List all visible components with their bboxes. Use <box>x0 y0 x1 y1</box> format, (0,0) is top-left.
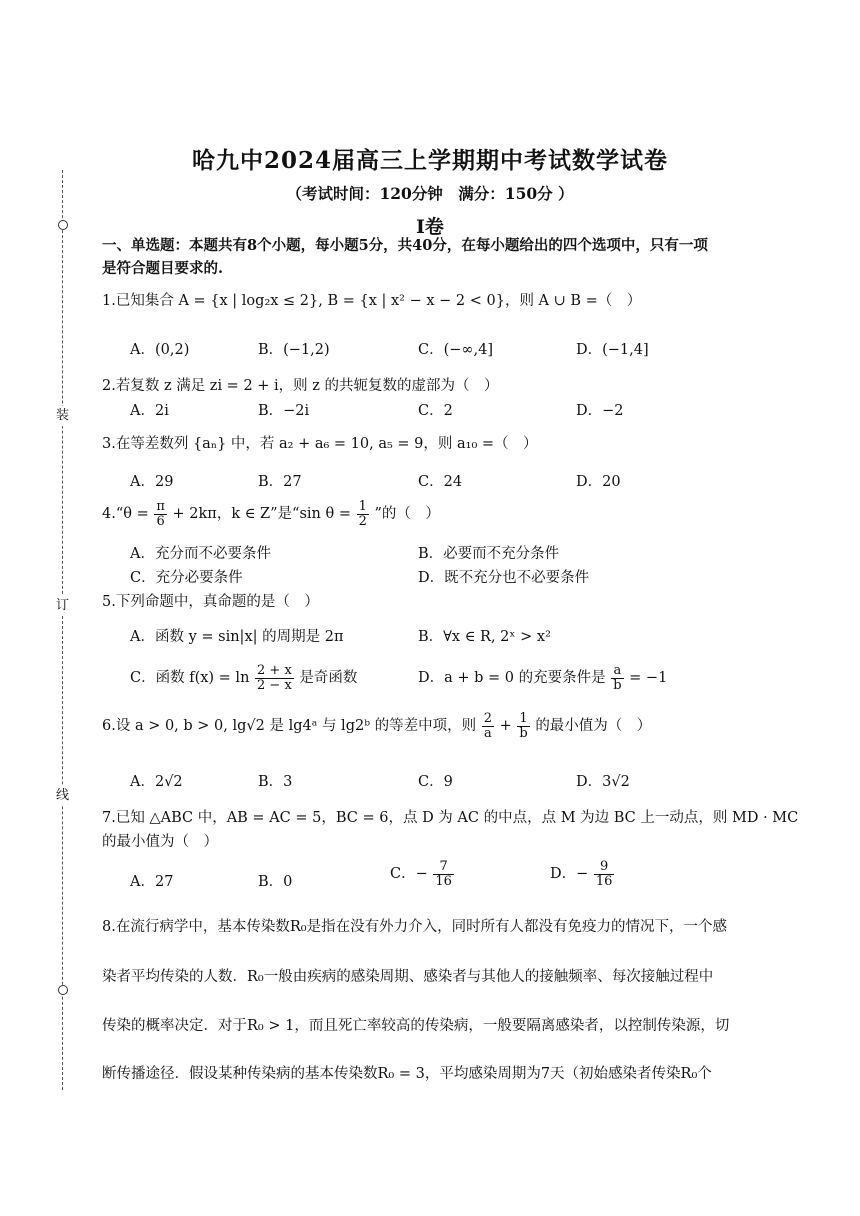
question-5-option-d-prefix: D．a + b = 0 的充要条件是 <box>418 670 606 687</box>
fraction-numerator: 1 <box>358 499 367 514</box>
binding-mark-ding: 订 <box>56 596 69 616</box>
question-7-option-c-fraction <box>433 860 454 888</box>
question-5-stem: 5.下列命题中，真命题的是（ ） <box>102 594 319 610</box>
section-heading-line1: 一、单选题：本题共有8个小题，每小题5分，共40分，在每小题给出的四个选项中，只有一项 <box>102 237 708 254</box>
question-3-stem: 3.在等差数列 {aₙ} 中，若 a₂ + a₆ = 10, a₅ = 9，则 a₁₀ =（ ） <box>102 436 538 452</box>
question-3-option-d: D．20 <box>576 474 621 490</box>
question-4-option-d: D．既不充分也不必要条件 <box>418 570 590 586</box>
question-6-option-a: A．2√2 <box>130 774 183 790</box>
question-5-option-c <box>130 664 357 692</box>
question-5-option-c-prefix: C．函数 f(x) = ln <box>130 670 250 687</box>
question-4-frac-pi-6 <box>154 500 167 528</box>
question-5-option-d-suffix: = −1 <box>629 670 668 687</box>
question-6-option-c: C．9 <box>418 774 453 790</box>
question-7-option-d <box>550 860 615 888</box>
volume-heading: I卷 <box>416 216 444 238</box>
question-1-option-d: D．(−1,4] <box>576 342 649 358</box>
fraction-denominator: 2 <box>358 513 367 529</box>
binding-line <box>62 170 63 1090</box>
question-2-stem: 2.若复数 z 满足 zi = 2 + i，则 z 的共轭复数的虚部为（ ） <box>102 378 499 394</box>
question-7-option-c <box>390 860 455 888</box>
question-4-option-b: B．必要而不充分条件 <box>418 546 560 562</box>
fraction-numerator: 7 <box>433 860 454 875</box>
question-6-stem <box>102 712 651 740</box>
question-6-frac-2-a <box>482 712 494 740</box>
binding-mark-xian: 线 <box>56 786 69 806</box>
question-1-option-c: C．(−∞,4] <box>418 342 493 358</box>
fraction-numerator: 2 <box>483 711 492 726</box>
section-heading-line2: 是符合题目要求的. <box>102 260 224 277</box>
question-2-option-a: A．2i <box>130 403 169 419</box>
question-7-stem-line2: 的最小值为（ ） <box>102 834 218 850</box>
question-5-option-a: A．函数 y = sin|x| 的周期是 2π <box>130 629 344 645</box>
question-5-option-c-fraction <box>255 664 294 692</box>
question-4-stem-mid: + 2kπ，k ∈ Z”是“sin θ = <box>172 506 351 523</box>
fraction-numerator: π <box>156 499 165 514</box>
fraction-denominator: 16 <box>595 873 613 889</box>
question-8-line2: 染者平均传染的人数．R₀一般由疾病的感染周期、感染者与其他人的接触频率、每次接触过程中 <box>102 969 714 985</box>
question-2-option-b: B．−2i <box>258 403 310 419</box>
fraction-numerator: a <box>611 664 623 679</box>
question-6-plus: + <box>499 718 512 735</box>
question-4-option-c: C．充分必要条件 <box>130 570 243 586</box>
binding-hole-bottom <box>58 985 68 995</box>
question-8-line1: 8.在流行病学中，基本传染数R₀是指在没有外力介入，同时所有人都没有免疫力的情况下，一个感 <box>102 919 728 935</box>
fraction-denominator: b <box>613 677 622 693</box>
question-6-option-d: D．3√2 <box>576 774 630 790</box>
question-7-option-a: A．27 <box>130 874 174 890</box>
question-7-option-d-prefix: D．− <box>550 866 589 883</box>
fraction-numerator: 9 <box>594 860 615 875</box>
question-8-line3: 传染的概率决定．对于R₀ > 1，而且死亡率较高的传染病，一般要隔离感染者，以控制传染源，切 <box>102 1018 730 1034</box>
binding-mark-zhuang: 装 <box>56 406 69 426</box>
question-1-option-b: B．(−1,2) <box>258 342 330 358</box>
question-1-stem: 1.已知集合 A = {x | log₂x ≤ 2}, B = {x | x² − x − 2 < 0}，则 A ∪ B =（ ） <box>102 293 642 309</box>
question-1-option-a: A．(0,2) <box>130 342 190 358</box>
exam-title: 哈九中2024届高三上学期期中考试数学试卷 <box>191 147 668 174</box>
fraction-denominator: a <box>483 725 492 741</box>
question-6-frac-1-b <box>517 712 529 740</box>
fraction-denominator: 6 <box>156 513 165 529</box>
question-7-option-c-prefix: C．− <box>390 866 428 883</box>
fraction-numerator: 1 <box>517 712 529 727</box>
question-2-option-c: C．2 <box>418 403 453 419</box>
question-4-frac-1-2 <box>357 500 369 528</box>
fraction-denominator: 2 − x <box>257 677 292 693</box>
question-4-stem <box>102 500 440 528</box>
question-8-line4: 断传播途径．假设某种传染病的基本传染数R₀ = 3，平均感染周期为7天（初始感染者传染R₀个 <box>102 1066 712 1082</box>
question-4-option-a: A．充分而不必要条件 <box>130 546 271 562</box>
fraction-denominator: b <box>519 725 528 741</box>
question-6-stem-suffix: 的最小值为（ ） <box>535 718 652 735</box>
exam-subtitle: （考试时间：120分钟 满分：150分 ） <box>286 184 574 203</box>
question-2-option-d: D．−2 <box>576 403 624 419</box>
question-6-option-b: B．3 <box>258 774 293 790</box>
fraction-numerator: 2 + x <box>257 663 292 678</box>
question-7-option-b: B．0 <box>258 874 293 890</box>
question-3-option-b: B．27 <box>258 474 302 490</box>
question-5-option-d <box>418 664 667 692</box>
question-3-option-a: A．29 <box>130 474 174 490</box>
fraction-denominator: 16 <box>435 873 452 889</box>
question-7-stem-line1: 7.已知 △ABC 中，AB = AC = 5，BC = 6，点 D 为 AC 的中点，点 M 为边 BC 上一动点，则 MD · MC <box>102 810 799 826</box>
question-3-option-c: C．24 <box>418 474 463 490</box>
question-5-option-d-fraction <box>611 664 623 692</box>
question-4-stem-suffix: ”的（ ） <box>374 506 440 523</box>
question-5-option-b: B．∀x ∈ R, 2ˣ > x² <box>418 629 551 645</box>
question-5-option-c-suffix: 是奇函数 <box>299 670 358 687</box>
question-4-stem-prefix: 4.“θ = <box>102 506 149 523</box>
question-6-stem-prefix: 6.设 a > 0, b > 0, lg√2 是 lg4ᵃ 与 lg2ᵇ 的等差中项，则 <box>102 718 477 735</box>
question-7-option-d-fraction <box>594 860 615 888</box>
